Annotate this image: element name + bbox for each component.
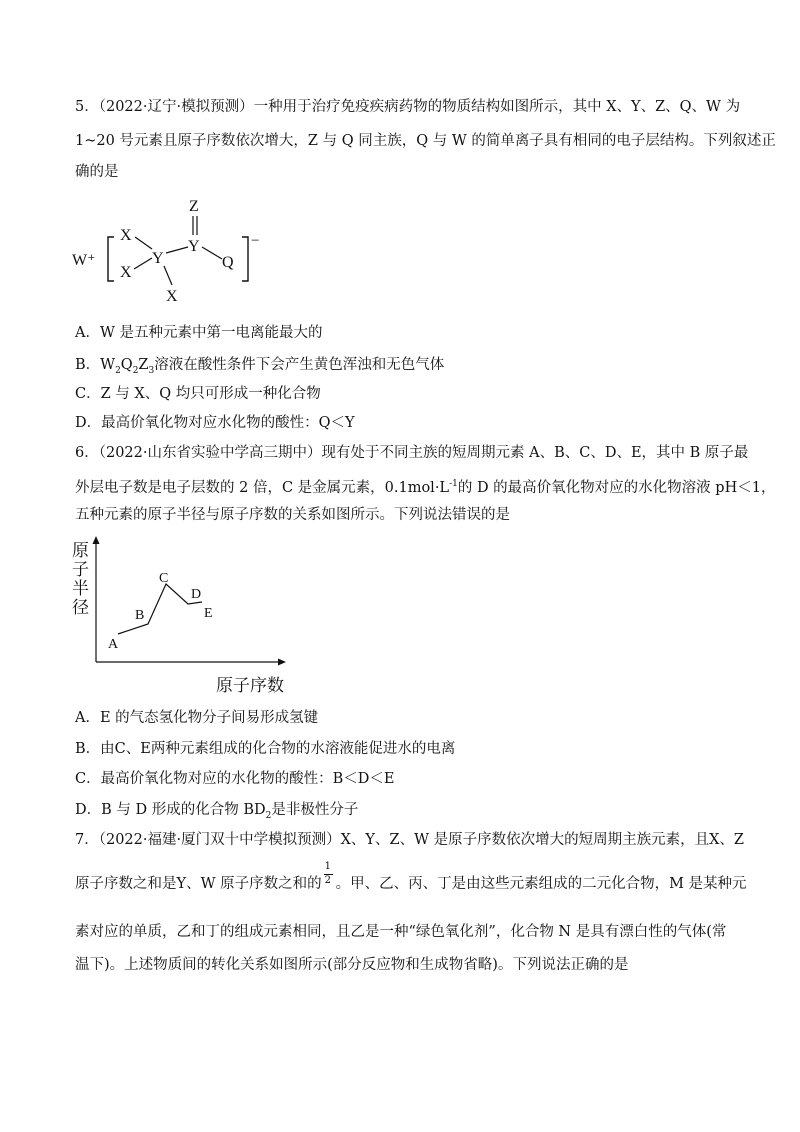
- y2-label: Y: [188, 238, 200, 255]
- y-axis-arrow: [93, 536, 100, 544]
- fraction-one-half: $\frac{1}{2}$: [324, 861, 331, 886]
- right-bracket: [242, 237, 248, 281]
- bond-y2-q: [202, 247, 222, 259]
- q6-stem-line2: 外层电子数是电子层数的 2 倍，C 是金属元素，$0.1mol\cdot L^{-1}$的 D 的最高价氧化物对应的水化物溶液 pH＜1，: [75, 479, 776, 496]
- q5-stem-line3: 确的是: [75, 164, 119, 180]
- q5-option-a: A．W 是五种元素中第一电离能最大的: [75, 325, 323, 341]
- z-label: Z: [189, 198, 199, 215]
- q7-stem-line3: 素对应的单质，乙和丁的组成元素相同，且乙是一种“绿色氧化剂”，化合物 N 是具有漂白性的气体(常: [75, 924, 727, 940]
- q7-stem-line1: 7．（2022·福建·厦门双十中学模拟预测）X、Y、Z、W 是原子序数依次增大的短周期主族元素，且X、Z: [75, 832, 744, 848]
- point-a-label: A: [108, 637, 119, 652]
- q-label: Q: [222, 254, 234, 271]
- y-axis-label-4: 径: [72, 598, 89, 617]
- left-bracket: [108, 237, 114, 281]
- point-e-label: E: [204, 606, 213, 621]
- x-axis-label: 原子序数: [216, 676, 284, 695]
- x-top-label: X: [120, 227, 132, 244]
- y-axis-label-1: 原: [72, 541, 89, 560]
- y1-label: Y: [152, 250, 164, 267]
- x-bottom-label: X: [166, 288, 178, 305]
- q5-option-d: D．最高价氧化物对应水化物的酸性：Q＜Y: [75, 415, 355, 431]
- q5-option-b: B．$W_2Q_2Z_3$溶液在酸性条件下会产生黄色浑浊和无色气体: [75, 357, 445, 376]
- bond-y1-y2: [166, 247, 188, 253]
- q6-option-d: D．B 与 D 形成的化合物 $BD_2$是非极性分子: [75, 802, 359, 821]
- bond-y1-x-bottom: [164, 266, 172, 285]
- x-left-label: X: [120, 264, 132, 281]
- q5-structure-diagram: [70, 193, 280, 305]
- q5-option-c: C．Z 与 X、Q 均只可形成一种化合物: [75, 386, 321, 402]
- bond-x-left-y1: [134, 258, 152, 269]
- point-c-label: C: [159, 571, 169, 586]
- q5-stem-line2: 1~20 号元素且原子序数依次增大，Z 与 Q 同主族，Q 与 W 的简单离子具有相同的电子层结构。下列叙述正: [75, 133, 776, 149]
- q6-option-b: B．由C、E两种元素组成的化合物的水溶液能促进水的电离: [75, 741, 456, 757]
- point-b-label: B: [135, 608, 145, 623]
- anion-charge: −: [251, 233, 260, 249]
- q7-stem-line4: 温下)。上述物质间的转化关系如图所示(部分反应物和生成物省略)。下列说法正确的是: [75, 957, 629, 973]
- bond-x-top-y1: [135, 237, 152, 249]
- q6-option-a: A．E 的气态氢化物分子间易形成氢键: [75, 710, 319, 726]
- q6-option-c: C．最高价氧化物对应的水化物的酸性：B＜D＜E: [75, 771, 395, 787]
- q6-radius-graph: [70, 534, 310, 699]
- point-d-label: D: [191, 587, 202, 602]
- q6-stem-line1: 6．（2022·山东省实验中学高三期中）现有处于不同主族的短周期元素 A、B、C、D、E，其中 B 原子最: [75, 445, 749, 461]
- q7-stem-line2: 原子序数之和是Y、W 原子序数之和的 $\frac{1}{2}$ 。甲、乙、丙、丁是由这些元素组成的二元化合物，M 是某种元: [75, 861, 747, 892]
- cation-w-label: W⁺: [72, 252, 96, 269]
- x-axis-arrow: [278, 659, 286, 666]
- q6-stem-line3: 五种元素的原子半径与原子序数的关系如图所示。下列说法错误的是: [75, 507, 510, 523]
- y-axis-label-2: 子: [72, 560, 89, 579]
- radius-curve: [118, 584, 202, 634]
- y-axis-label-3: 半: [72, 579, 89, 598]
- q5-stem-line1: 5．（2022·辽宁·模拟预测）一种用于治疗免疫疾病药物的物质结构如图所示，其中 X、Y、Z、Q、W 为: [75, 99, 741, 115]
